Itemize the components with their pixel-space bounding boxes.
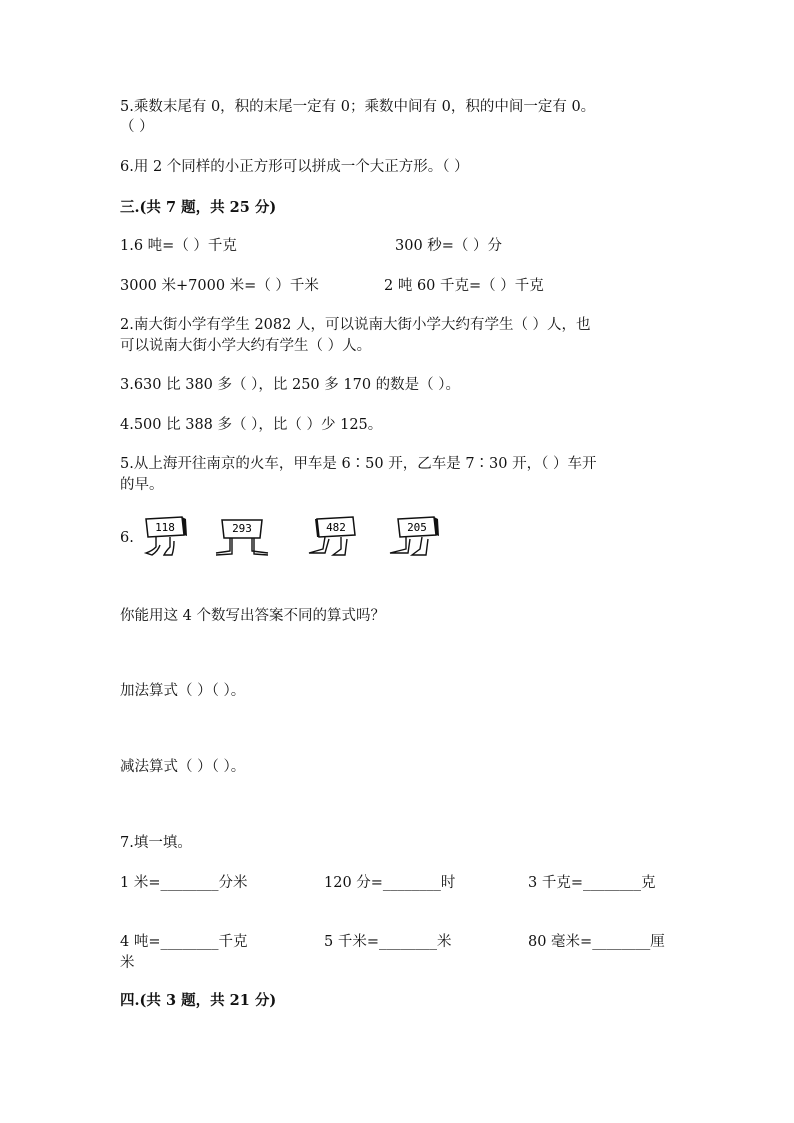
q7-row1-item2[interactable]: 120 分=________时 bbox=[324, 875, 456, 891]
sign-number-1: 118 bbox=[155, 521, 175, 534]
q1-part-d: 2 吨 60 千克=（ ）千克 bbox=[384, 278, 544, 294]
q4-statement: 4.500 比 388 多（ ），比（ ）少 125。 bbox=[120, 417, 383, 433]
q2-line2: 可以说南大街小学大约有学生（ ）人。 bbox=[120, 338, 372, 354]
q7-row2-item1[interactable]: 4 吨=________千克 bbox=[120, 934, 248, 950]
sign-number-3: 482 bbox=[326, 521, 346, 534]
q1-part-a: 1.6 吨=（ ）千克 bbox=[120, 238, 237, 254]
q7-row2-item3[interactable]: 80 毫米=________厘 bbox=[528, 934, 665, 950]
q1-part-c: 3000 米+7000 米=（ ）千米 bbox=[120, 278, 319, 294]
q7-row2-wrap: 米 bbox=[120, 955, 135, 971]
q6-statement: 6.用 2 个同样的小正方形可以拼成一个大正方形。（ ） bbox=[120, 159, 469, 175]
q3-statement: 3.630 比 380 多（ ），比 250 多 170 的数是（ ）。 bbox=[120, 377, 461, 393]
q7-title: 7.填一填。 bbox=[120, 835, 192, 851]
q5-train-line2: 的早。 bbox=[120, 477, 164, 493]
q6-label: 6. bbox=[120, 530, 134, 546]
section3-heading: 三.(共 7 题，共 25 分) bbox=[120, 199, 277, 216]
q1-part-b: 300 秒=（ ）分 bbox=[395, 238, 503, 254]
section4-heading: 四.(共 3 题，共 21 分) bbox=[120, 992, 277, 1009]
q5-answer-paren[interactable]: （ ） bbox=[120, 119, 154, 135]
number-sign-2 bbox=[212, 517, 270, 559]
q6-question: 你能用这 4 个数写出答案不同的算式吗？ bbox=[120, 608, 385, 624]
number-sign-3 bbox=[303, 515, 359, 559]
q5-train-line1: 5.从上海开往南京的火车，甲车是 6∶50 开，乙车是 7∶30 开，（ ）车开 bbox=[120, 456, 597, 472]
q6-addition-answer[interactable]: 加法算式（ ）（ ）。 bbox=[120, 683, 246, 699]
q7-row1-item3[interactable]: 3 千克=________克 bbox=[528, 875, 656, 891]
q6-subtraction-answer[interactable]: 减法算式（ ）（ ）。 bbox=[120, 759, 246, 775]
q7-row2-item2[interactable]: 5 千米=________米 bbox=[324, 934, 452, 950]
sign-number-2: 293 bbox=[232, 522, 252, 535]
q5-statement-line1: 5.乘数末尾有 0，积的末尾一定有 0；乘数中间有 0，积的中间一定有 0。 bbox=[120, 99, 596, 115]
q7-row1-item1[interactable]: 1 米=________分米 bbox=[120, 875, 248, 891]
q2-line1: 2.南大街小学有学生 2082 人，可以说南大街小学大约有学生（ ）人，也 bbox=[120, 317, 591, 333]
sign-number-4: 205 bbox=[407, 521, 427, 534]
number-sign-1 bbox=[142, 515, 192, 560]
number-sign-4 bbox=[384, 515, 440, 559]
